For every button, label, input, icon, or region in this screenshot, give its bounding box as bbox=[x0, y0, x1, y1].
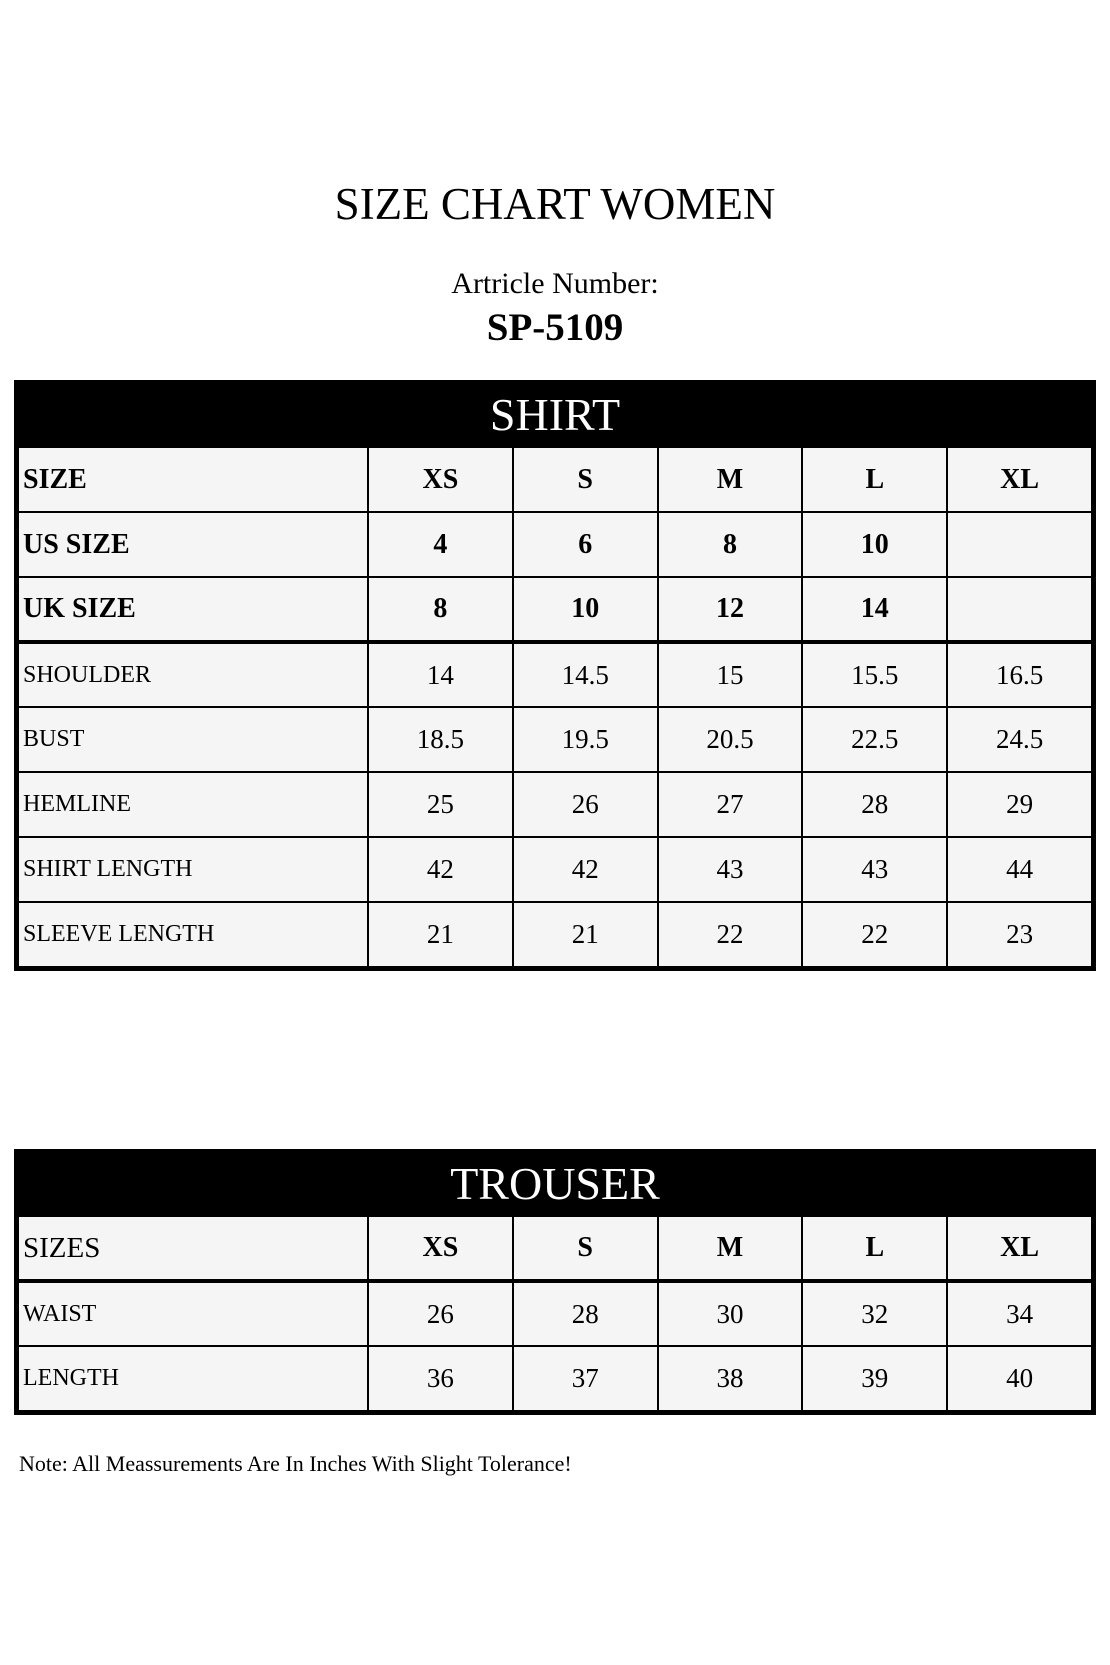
table-row bbox=[18, 1346, 1092, 1411]
row-label: US SIZE bbox=[18, 512, 368, 577]
table-cell: 12 bbox=[658, 577, 803, 642]
table-cell: L bbox=[802, 447, 947, 512]
table-cell: 39 bbox=[802, 1346, 947, 1411]
table-cell: 28 bbox=[513, 1281, 658, 1346]
table-row bbox=[18, 772, 1092, 837]
row-label: SIZE bbox=[18, 447, 368, 512]
table-cell: 40 bbox=[947, 1346, 1092, 1411]
table-cell: 6 bbox=[513, 512, 658, 577]
shirt-chart-title: SHIRT bbox=[17, 383, 1093, 446]
row-label: BUST bbox=[18, 707, 368, 772]
table-cell: 25 bbox=[368, 772, 513, 837]
shirt-size-chart bbox=[14, 380, 1096, 971]
row-label: UK SIZE bbox=[18, 577, 368, 642]
table-cell: 36 bbox=[368, 1346, 513, 1411]
page-title: SIZE CHART WOMEN bbox=[334, 179, 776, 229]
table-cell: 22 bbox=[658, 902, 803, 967]
table-cell: 43 bbox=[802, 837, 947, 902]
table-cell: M bbox=[658, 447, 803, 512]
row-label: LENGTH bbox=[18, 1346, 368, 1411]
table-cell: 4 bbox=[368, 512, 513, 577]
table-cell: 30 bbox=[658, 1281, 803, 1346]
table-cell: 10 bbox=[802, 512, 947, 577]
table-cell: 44 bbox=[947, 837, 1092, 902]
table-cell: 23 bbox=[947, 902, 1092, 967]
article-number-label: Artricle Number: bbox=[451, 267, 659, 300]
table-cell: L bbox=[802, 1216, 947, 1281]
row-label: SIZES bbox=[18, 1216, 368, 1281]
table-row bbox=[18, 1216, 1092, 1281]
table-cell: 24.5 bbox=[947, 707, 1092, 772]
table-cell: 26 bbox=[513, 772, 658, 837]
table-cell: XS bbox=[368, 447, 513, 512]
shirt-table bbox=[17, 446, 1093, 968]
table-cell: 22 bbox=[802, 902, 947, 967]
table-row bbox=[18, 902, 1092, 967]
table-row bbox=[18, 642, 1092, 707]
table-cell: 32 bbox=[802, 1281, 947, 1346]
table-cell: M bbox=[658, 1216, 803, 1281]
table-cell: 42 bbox=[368, 837, 513, 902]
table-cell: 14.5 bbox=[513, 642, 658, 707]
table-cell: 19.5 bbox=[513, 707, 658, 772]
article-number: SP-5109 bbox=[486, 306, 624, 349]
table-cell: 8 bbox=[658, 512, 803, 577]
row-label: SLEEVE LENGTH bbox=[18, 902, 368, 967]
row-label: SHOULDER bbox=[18, 642, 368, 707]
table-cell: 15.5 bbox=[802, 642, 947, 707]
row-label: HEMLINE bbox=[18, 772, 368, 837]
table-cell: 27 bbox=[658, 772, 803, 837]
table-cell: 28 bbox=[802, 772, 947, 837]
table-cell: 29 bbox=[947, 772, 1092, 837]
table-cell: XL bbox=[947, 1216, 1092, 1281]
table-cell: 8 bbox=[368, 577, 513, 642]
table-row bbox=[18, 577, 1092, 642]
table-cell: 15 bbox=[658, 642, 803, 707]
table-cell: 14 bbox=[368, 642, 513, 707]
table-cell: 14 bbox=[802, 577, 947, 642]
table-cell: 22.5 bbox=[802, 707, 947, 772]
table-cell: 10 bbox=[513, 577, 658, 642]
table-cell: XS bbox=[368, 1216, 513, 1281]
table-cell: 42 bbox=[513, 837, 658, 902]
trouser-chart-title: TROUSER bbox=[17, 1152, 1093, 1215]
table-cell: 18.5 bbox=[368, 707, 513, 772]
table-cell: 26 bbox=[368, 1281, 513, 1346]
row-label: SHIRT LENGTH bbox=[18, 837, 368, 902]
table-cell: 21 bbox=[368, 902, 513, 967]
trouser-table bbox=[17, 1215, 1093, 1412]
table-cell: S bbox=[513, 447, 658, 512]
table-row bbox=[18, 447, 1092, 512]
measurement-note: Note: All Meassurements Are In Inches With Slight Tolerance! bbox=[19, 1451, 572, 1476]
table-cell: S bbox=[513, 1216, 658, 1281]
table-cell: 37 bbox=[513, 1346, 658, 1411]
table-cell: 38 bbox=[658, 1346, 803, 1411]
table-row bbox=[18, 837, 1092, 902]
table-row bbox=[18, 1281, 1092, 1346]
table-cell bbox=[947, 512, 1092, 577]
table-cell bbox=[947, 577, 1092, 642]
table-cell: XL bbox=[947, 447, 1092, 512]
table-cell: 34 bbox=[947, 1281, 1092, 1346]
table-row bbox=[18, 707, 1092, 772]
table-cell: 21 bbox=[513, 902, 658, 967]
table-row bbox=[18, 512, 1092, 577]
table-cell: 20.5 bbox=[658, 707, 803, 772]
table-cell: 43 bbox=[658, 837, 803, 902]
table-cell: 16.5 bbox=[947, 642, 1092, 707]
trouser-size-chart bbox=[14, 1149, 1096, 1415]
row-label: WAIST bbox=[18, 1281, 368, 1346]
